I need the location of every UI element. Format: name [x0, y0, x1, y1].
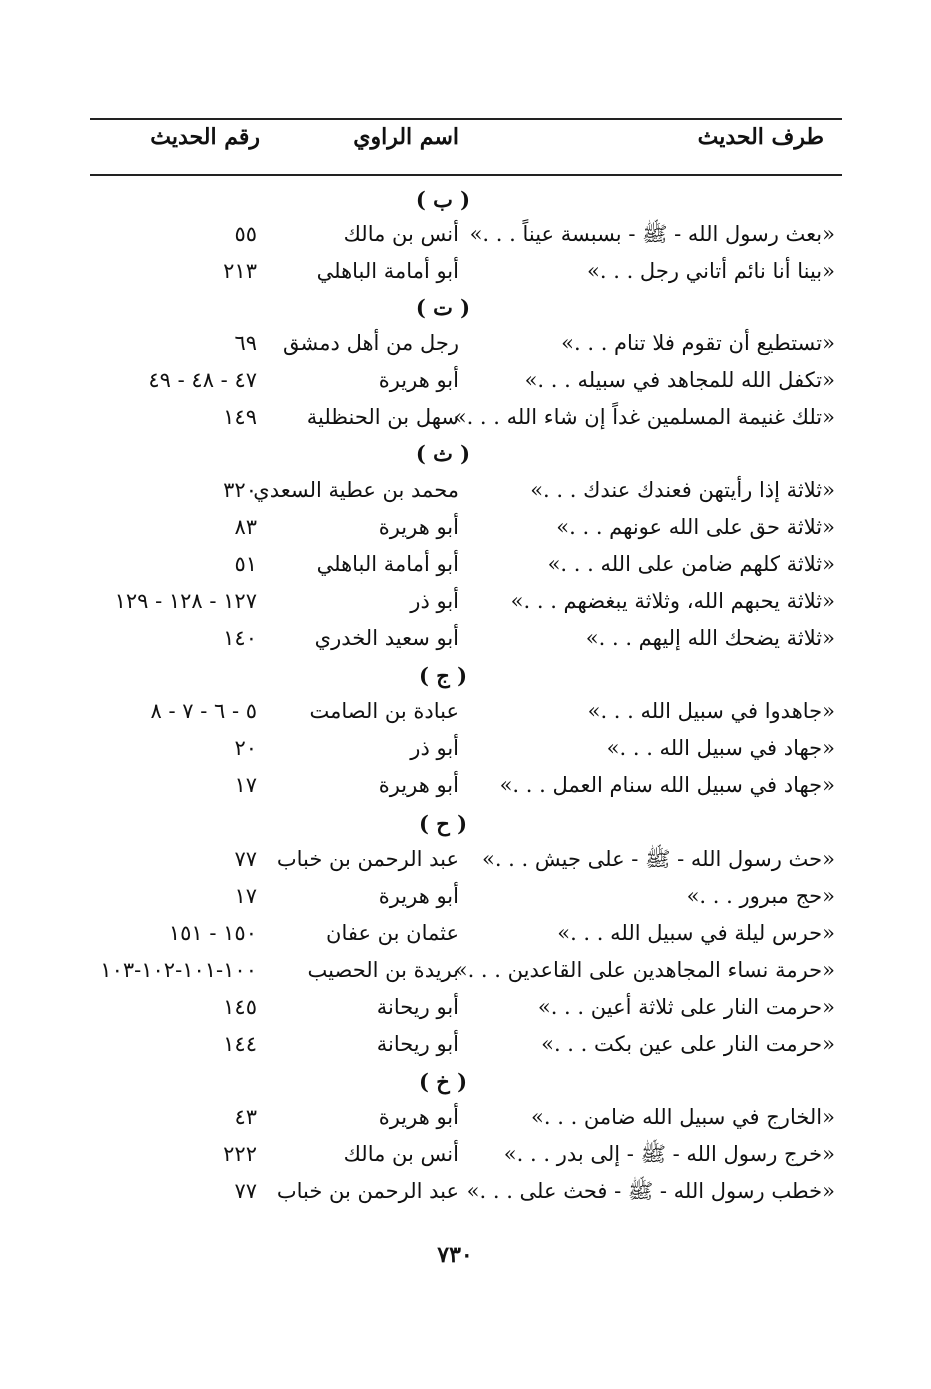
hadith-number: ٥١: [234, 552, 257, 576]
hadith-text: «بعث رسول الله - ﷺ - بسبسة عيناً . . .»: [469, 222, 835, 246]
table-row: [0, 362, 931, 398]
hadith-number: ٥ - ٦ - ٧ - ٨: [150, 699, 257, 723]
table-row: [0, 583, 931, 619]
header-top-rule: [90, 118, 842, 120]
hadith-number: ٤٣: [234, 1105, 257, 1129]
table-row: [0, 730, 931, 766]
table-row: [0, 216, 931, 252]
narrator-name: أبو أمامة الباهلي: [316, 552, 459, 576]
hadith-text: «ثلاثة كلهم ضامن على الله . . .»: [547, 552, 835, 576]
page-number: ٧٣٠: [437, 1242, 473, 1268]
narrator-name: أبو هريرة: [378, 884, 459, 908]
narrator-name: رجل من أهل دمشق: [283, 331, 459, 355]
table-row: [0, 915, 931, 951]
table-row: [0, 841, 931, 877]
section-letter: ( ح ): [418, 811, 468, 836]
hadith-number: ٣٢٠: [223, 478, 257, 502]
section-letter: ( ج ): [418, 663, 468, 688]
hadith-text: «حث رسول الله - ﷺ - على جيش . . .»: [481, 847, 835, 871]
narrator-name: أبو أمامة الباهلي: [316, 259, 459, 283]
section-letter: ( خ ): [418, 1069, 468, 1094]
narrator-name: أبو سعيد الخدري: [314, 626, 459, 650]
hadith-number: ١٢٧ - ١٢٨ - ١٢٩: [114, 589, 257, 613]
hadith-number: ٢١٣: [223, 259, 257, 283]
hadith-number: ١٤٥: [223, 995, 257, 1019]
hadith-number: ١٥٠ - ١٥١: [168, 921, 257, 945]
table-row: [0, 509, 931, 545]
hadith-text: «بينا أنا نائم أتاني رجل . . .»: [587, 259, 835, 283]
narrator-name: أبو ذر: [410, 736, 459, 760]
header-hadith: طرف الحديث: [697, 124, 824, 150]
table-row: [0, 767, 931, 803]
hadith-number: ٥٥: [234, 222, 257, 246]
hadith-number: ٢٠: [234, 736, 257, 760]
hadith-number: ٤٧ - ٤٨ - ٤٩: [148, 368, 257, 392]
table-row: [0, 1026, 931, 1062]
hadith-text: «حرمة نساء المجاهدين على القاعدين . . .»: [454, 958, 835, 982]
hadith-text: «خرج رسول الله - ﷺ - إلى بدر . . .»: [503, 1142, 835, 1166]
table-row: [0, 693, 931, 729]
hadith-number: ١٧: [234, 773, 257, 797]
header-number: رقم الحديث: [150, 124, 260, 150]
narrator-name: أنس بن مالك: [343, 222, 459, 246]
hadith-number: ١٤٠: [223, 626, 257, 650]
hadith-number: ٦٩: [234, 331, 257, 355]
narrator-name: أبو هريرة: [378, 1105, 459, 1129]
hadith-text: «حج مبرور . . .»: [686, 884, 835, 908]
narrator-name: عبادة بن الصامت: [309, 699, 459, 723]
table-row: [0, 1136, 931, 1172]
table-row: [0, 1173, 931, 1209]
hadith-text: «ثلاثة إذا رأيتهن فعندك عندك . . .»: [530, 478, 835, 502]
hadith-text: «حرمت النار على ثلاثة أعين . . .»: [537, 995, 835, 1019]
narrator-name: أبو هريرة: [378, 515, 459, 539]
hadith-number: ١٤٤: [223, 1032, 257, 1056]
table-row: [0, 253, 931, 289]
hadith-text: «جهاد في سبيل الله . . .»: [606, 736, 835, 760]
narrator-name: عبد الرحمن بن خباب: [276, 1179, 459, 1203]
narrator-name: عثمان بن عفان: [326, 921, 459, 945]
section-letter: ( ب ): [415, 187, 471, 212]
hadith-text: «حرس ليلة في سبيل الله . . .»: [557, 921, 835, 945]
table-row: [0, 620, 931, 656]
narrator-name: بريدة بن الحصيب: [307, 958, 459, 982]
hadith-number: ١٠٠-١٠١-١٠٢-١٠٣: [100, 958, 257, 982]
table-row: [0, 546, 931, 582]
hadith-number: ٧٧: [234, 1179, 257, 1203]
hadith-text: «ثلاثة يضحك الله إليهم . . .»: [585, 626, 835, 650]
narrator-name: عبد الرحمن بن خباب: [276, 847, 459, 871]
narrator-name: أبو ريحانة: [376, 995, 459, 1019]
hadith-text: «تلك غنيمة المسلمين غداً إن شاء الله . . .»: [453, 405, 835, 429]
hadith-number: ٧٧: [234, 847, 257, 871]
hadith-number: ٢٢٢: [223, 1142, 257, 1166]
narrator-name: أبو ريحانة: [376, 1032, 459, 1056]
table-row: [0, 399, 931, 435]
narrator-name: سهل بن الحنظلية: [306, 405, 459, 429]
narrator-name: محمد بن عطية السعدي: [253, 478, 459, 502]
hadith-number: ١٧: [234, 884, 257, 908]
hadith-text: «جهاد في سبيل الله سنام العمل . . .»: [499, 773, 835, 797]
narrator-name: أنس بن مالك: [343, 1142, 459, 1166]
hadith-text: «تستطيع أن تقوم فلا تنام . . .»: [561, 331, 835, 355]
narrator-name: أبو هريرة: [378, 368, 459, 392]
hadith-text: «جاهدوا في سبيل الله . . .»: [587, 699, 835, 723]
hadith-number: ٨٣: [234, 515, 257, 539]
table-row: [0, 952, 931, 988]
table-row: [0, 472, 931, 508]
hadith-text: «ثلاثة حق على الله عونهم . . .»: [556, 515, 835, 539]
hadith-number: ١٤٩: [223, 405, 257, 429]
hadith-text: «حرمت النار على عين بكت . . .»: [541, 1032, 835, 1056]
header-narrator: اسم الراوي: [353, 124, 459, 150]
section-letter: ( ث ): [415, 441, 471, 466]
table-row: [0, 989, 931, 1025]
table-row: [0, 325, 931, 361]
header-bottom-rule: [90, 174, 842, 176]
table-row: [0, 878, 931, 914]
table-row: [0, 1099, 931, 1135]
hadith-text: «خطب رسول الله - ﷺ - فحث على . . .»: [466, 1179, 835, 1203]
hadith-text: «الخارج في سبيل الله ضامن . . .»: [531, 1105, 835, 1129]
hadith-text: «تكفل الله للمجاهد في سبيله . . .»: [524, 368, 835, 392]
section-letter: ( ت ): [415, 295, 471, 320]
hadith-text: «ثلاثة يحبهم الله، وثلاثة يبغضهم . . .»: [510, 589, 835, 613]
narrator-name: أبو ذر: [410, 589, 459, 613]
narrator-name: أبو هريرة: [378, 773, 459, 797]
